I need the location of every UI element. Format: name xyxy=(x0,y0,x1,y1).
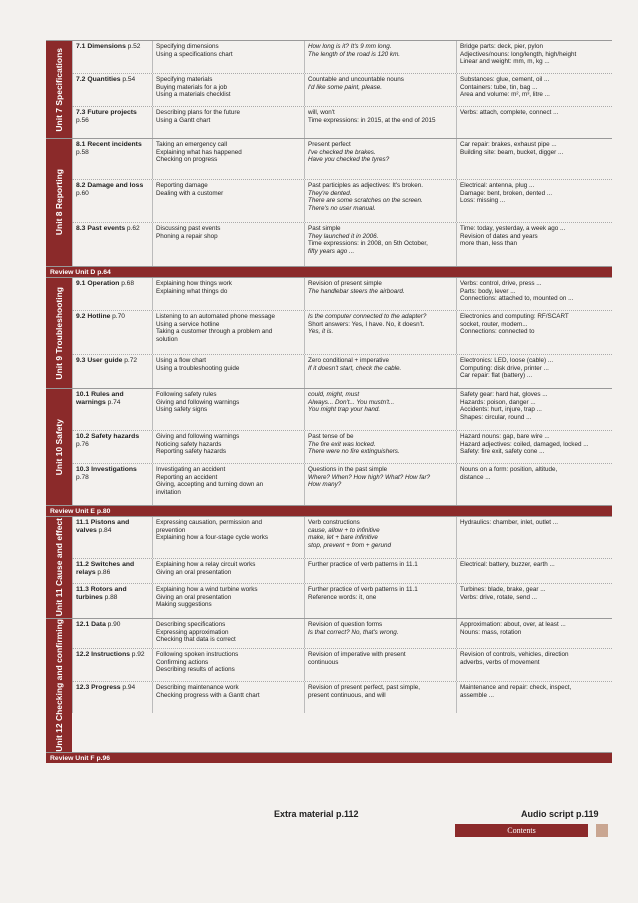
language-line: They launched it in 2006. xyxy=(308,232,379,240)
unit-tab xyxy=(46,619,72,752)
language-cell xyxy=(304,278,456,310)
functions-line: Using safety signs xyxy=(156,406,208,414)
functions-line: Taking a customer through a problem and xyxy=(156,328,273,336)
lesson-page: p.90 xyxy=(107,621,121,628)
language-line: There were no fire extinguishers. xyxy=(308,448,400,456)
lesson-cell xyxy=(72,311,152,354)
functions-line: Giving an oral presentation xyxy=(156,568,232,576)
lesson-title[interactable]: 11.2 Switches and relays xyxy=(76,561,135,577)
vocabulary-line: Bridge parts: deck, pier, pylon xyxy=(460,43,543,50)
language-cell xyxy=(304,180,456,222)
functions-line: Investigating an accident xyxy=(156,466,226,473)
vocabulary-line: Hazards: poison, danger ... xyxy=(460,398,536,406)
language-cell xyxy=(304,223,456,266)
vocabulary-line: Turbines: blade, brake, gear ... xyxy=(460,586,546,593)
language-line: Always... Don't... You mustn't... xyxy=(308,398,395,406)
unit-rows xyxy=(72,278,612,388)
functions-line: Explaining what has happened xyxy=(156,148,242,156)
lesson-page: p.92 xyxy=(131,651,145,658)
unit-tab-label: Unit 11 Cause and effect xyxy=(53,518,64,617)
functions-line: Specifying dimensions xyxy=(156,43,219,50)
lesson-page: p.58 xyxy=(76,149,89,157)
vocabulary-line: Revision of dates and years xyxy=(460,232,538,240)
lesson-page: p.86 xyxy=(97,569,111,577)
vocabulary-cell xyxy=(456,107,612,138)
table-row xyxy=(72,559,612,584)
lesson-title[interactable]: 11.3 Rotors and turbines xyxy=(76,586,127,602)
vocabulary-cell xyxy=(456,649,612,681)
extra-material-link[interactable]: Extra material p.112 xyxy=(274,809,359,819)
table-row xyxy=(72,619,612,649)
functions-line: Noticing safety hazards xyxy=(156,440,222,448)
language-line: Zero conditional + imperative xyxy=(308,357,390,364)
unit-tab-label: Unit 10 Safety xyxy=(53,418,64,476)
language-line: Revision of present simple xyxy=(308,280,382,287)
language-line: Have you checked the tyres? xyxy=(308,156,390,164)
table-row xyxy=(72,431,612,464)
lesson-page: p.78 xyxy=(76,474,89,482)
language-cell xyxy=(304,139,456,179)
language-line: present continuous, and will xyxy=(308,691,386,699)
language-cell xyxy=(304,311,456,354)
vocabulary-line: distance ... xyxy=(460,473,491,481)
table-row xyxy=(72,278,612,311)
functions-cell xyxy=(152,649,304,681)
vocabulary-cell xyxy=(456,41,612,73)
language-line: Short answers: Yes, I have. No, it doesn't. xyxy=(308,320,425,328)
lesson-title[interactable]: 12.1 Data xyxy=(76,621,106,628)
lesson-title[interactable]: 8.3 Past events xyxy=(76,225,126,232)
functions-line: Buying materials for a job xyxy=(156,83,228,91)
language-line: Past simple xyxy=(308,225,341,232)
lesson-page: p.68 xyxy=(121,280,135,287)
functions-line: Listening to an automated phone message xyxy=(156,313,276,320)
functions-line: Explaining how things work xyxy=(156,280,232,287)
functions-line: Using a flow chart xyxy=(156,357,207,364)
lesson-cell xyxy=(72,223,152,266)
language-line: You might trap your hand. xyxy=(308,406,381,414)
vocabulary-line: Time: today, yesterday, a week ago ... xyxy=(460,225,566,232)
lesson-title[interactable]: 7.2 Quantities xyxy=(76,76,121,83)
functions-line: Explaining how a relay circuit works xyxy=(156,561,256,568)
language-line: There are some scratches on the screen. xyxy=(308,197,423,205)
lesson-page: p.94 xyxy=(122,684,136,691)
table-row xyxy=(72,682,612,713)
language-line: Countable and uncountable nouns xyxy=(308,76,404,83)
vocabulary-line: Substances: glue, cement, oil ... xyxy=(460,76,550,83)
vocabulary-cell xyxy=(456,464,612,505)
functions-cell xyxy=(152,584,304,618)
functions-line: Confirming actions xyxy=(156,658,209,666)
language-line: will, won't xyxy=(308,109,335,116)
unit-rows xyxy=(72,389,612,505)
lesson-cell xyxy=(72,389,152,430)
vocabulary-cell xyxy=(456,139,612,179)
functions-line: Using a service hotline xyxy=(156,320,220,328)
vocabulary-line: Approximation: about, over, at least ... xyxy=(460,621,566,628)
functions-line: Expressing causation, permission and xyxy=(156,519,263,526)
functions-line: Giving and following warnings xyxy=(156,398,240,406)
vocabulary-cell xyxy=(456,682,612,713)
table-row xyxy=(72,389,612,431)
functions-line: Phoning a repair shop xyxy=(156,232,218,240)
table-row xyxy=(72,649,612,682)
language-line: Where? When? How high? What? How far? xyxy=(308,473,431,481)
functions-cell xyxy=(152,311,304,354)
vocabulary-line: Car repair: flat (battery) ... xyxy=(460,372,533,380)
unit-tab-label: Unit 12 Checking and confirming xyxy=(53,619,64,752)
vocabulary-line: Electrical: battery, buzzer, earth ... xyxy=(460,561,555,568)
functions-line: Describing maintenance work xyxy=(156,684,239,691)
table-row xyxy=(72,311,612,355)
table-row xyxy=(72,464,612,505)
language-line: Revision of imperative with present xyxy=(308,651,406,658)
functions-line: Using a troubleshooting guide xyxy=(156,364,240,372)
unit-tab-label: Unit 9 Troubleshooting xyxy=(53,286,64,380)
functions-line: prevention xyxy=(156,526,186,534)
vocabulary-line: Hydraulics: chamber, inlet, outlet ... xyxy=(460,519,558,526)
lesson-cell xyxy=(72,74,152,106)
functions-line: Expressing approximation xyxy=(156,628,229,636)
vocabulary-line: Revision of controls, vehicles, direction xyxy=(460,651,569,658)
vocabulary-line: assemble ... xyxy=(460,691,494,699)
unit-block xyxy=(46,388,612,505)
lesson-cell xyxy=(72,559,152,583)
review-unit-bar[interactable]: Review Unit D p.64 xyxy=(46,266,612,277)
language-cell xyxy=(304,682,456,713)
language-line: If it doesn't start, check the cable. xyxy=(308,364,402,372)
functions-line: Explaining what things do xyxy=(156,287,228,295)
unit-rows xyxy=(72,619,612,752)
functions-line: Using a Gantt chart xyxy=(156,116,211,124)
language-cell xyxy=(304,389,456,430)
lesson-title[interactable]: 9.2 Hotline xyxy=(76,313,111,320)
table-row xyxy=(72,180,612,223)
functions-line: Following safety rules xyxy=(156,391,217,398)
language-line: make, let + bare infinitive xyxy=(308,534,378,542)
lesson-cell xyxy=(72,180,152,222)
vocabulary-line: Electrical: antenna, plug ... xyxy=(460,182,535,189)
vocabulary-line: Car repair: brakes, exhaust pipe ... xyxy=(460,141,557,148)
vocabulary-line: more than, less than xyxy=(460,240,518,248)
language-cell xyxy=(304,107,456,138)
language-line: cause, allow + to infinitive xyxy=(308,526,380,534)
lesson-cell xyxy=(72,619,152,648)
language-line: Reference words: it, one xyxy=(308,593,377,601)
functions-line: Reporting safety hazards xyxy=(156,448,227,456)
functions-line: Following spoken instructions xyxy=(156,651,239,658)
lesson-title[interactable]: 7.3 Future projects xyxy=(76,109,137,116)
language-line: Past participles as adjectives: It's broken. xyxy=(308,182,423,189)
functions-line: Explaining how a four-stage cycle works xyxy=(156,534,268,542)
vocabulary-cell xyxy=(456,584,612,618)
language-line: Time expressions: in 2015, at the end of 2015 xyxy=(308,116,436,124)
review-unit-bar[interactable]: Review Unit F p.96 xyxy=(46,752,612,763)
functions-line: Making suggestions xyxy=(156,601,212,609)
lesson-page: p.56 xyxy=(76,117,89,125)
unit-tab xyxy=(46,139,72,266)
language-line: could, might, must xyxy=(308,391,360,398)
vocabulary-line: Shapes: circular, round ... xyxy=(460,413,532,421)
lesson-cell xyxy=(72,517,152,558)
lesson-cell xyxy=(72,682,152,713)
language-cell xyxy=(304,584,456,618)
language-line: The fire exit was locked. xyxy=(308,440,376,448)
vocabulary-line: Nouns on a form: position, altitude, xyxy=(460,466,558,473)
lesson-page: p.70 xyxy=(112,313,125,320)
functions-cell xyxy=(152,41,304,73)
vocabulary-cell xyxy=(456,223,612,266)
functions-cell xyxy=(152,223,304,266)
functions-cell xyxy=(152,107,304,138)
lesson-cell xyxy=(72,464,152,505)
lesson-page: p.52 xyxy=(127,43,141,50)
vocabulary-line: Linear and weight: mm, m, kg ... xyxy=(460,58,550,66)
vocabulary-line: Building site: beam, bucket, digger ... xyxy=(460,148,564,156)
lesson-page: p.88 xyxy=(104,594,118,602)
lesson-cell xyxy=(72,649,152,681)
lesson-page: p.72 xyxy=(124,357,138,364)
functions-line: Describing specifications xyxy=(156,621,226,628)
language-cell xyxy=(304,355,456,388)
vocabulary-line: Electronics: LED, loose (cable) ... xyxy=(460,357,554,364)
table-row xyxy=(72,139,612,180)
lesson-page: p.62 xyxy=(126,225,140,232)
vocabulary-line: Verbs: drive, rotate, send ... xyxy=(460,593,538,601)
vocabulary-cell xyxy=(456,559,612,583)
audio-script-link[interactable]: Audio script p.119 xyxy=(521,809,599,819)
functions-line: solution xyxy=(156,335,178,343)
language-line: The length of the road is 120 km. xyxy=(308,50,401,58)
lesson-cell xyxy=(72,355,152,388)
lesson-cell xyxy=(72,278,152,310)
unit-block xyxy=(46,618,612,752)
functions-cell xyxy=(152,139,304,179)
unit-tab xyxy=(46,41,72,138)
vocabulary-cell xyxy=(456,278,612,310)
unit-tab xyxy=(46,389,72,505)
functions-line: Reporting an accident xyxy=(156,473,218,481)
vocabulary-line: Safety: fire exit, safety cone ... xyxy=(460,448,545,456)
functions-cell xyxy=(152,682,304,713)
language-line: Yes, it is. xyxy=(308,328,334,336)
vocabulary-cell xyxy=(456,355,612,388)
language-line: Time expressions: in 2008, on 5th October, xyxy=(308,240,428,248)
vocabulary-line: socket, router, modem... xyxy=(460,320,528,328)
vocabulary-cell xyxy=(456,180,612,222)
functions-cell xyxy=(152,355,304,388)
language-line: I'd like some paint, please. xyxy=(308,83,383,91)
language-line: I've checked the brakes. xyxy=(308,148,376,156)
lesson-cell xyxy=(72,431,152,463)
unit-tab-label: Unit 8 Reporting xyxy=(53,169,64,236)
unit-tab-label: Unit 7 Specifications xyxy=(53,47,64,132)
vocabulary-line: Maintenance and repair: check, inspect, xyxy=(460,684,572,691)
language-cell xyxy=(304,559,456,583)
language-line: fifty years ago ... xyxy=(308,247,355,255)
functions-cell xyxy=(152,278,304,310)
vocabulary-cell xyxy=(456,517,612,558)
unit-rows xyxy=(72,139,612,266)
vocabulary-line: Connections: attached to, mounted on ... xyxy=(460,295,574,303)
lesson-page: p.60 xyxy=(76,190,89,198)
table-row xyxy=(72,355,612,388)
lesson-cell xyxy=(72,107,152,138)
lesson-cell xyxy=(72,41,152,73)
functions-cell xyxy=(152,389,304,430)
language-cell xyxy=(304,41,456,73)
functions-line: Explaining how a wind turbine works xyxy=(156,586,258,593)
lesson-title[interactable]: 9.1 Operation xyxy=(76,280,120,287)
vocabulary-line: Hazard nouns: gap, bare wire ... xyxy=(460,433,550,440)
vocabulary-line: Verbs: control, drive, press ... xyxy=(460,280,542,287)
functions-line: invitation xyxy=(156,488,181,496)
functions-line: Checking on progress xyxy=(156,156,218,164)
language-line: Further practice of verb patterns in 11.1 xyxy=(308,561,418,568)
vocabulary-cell xyxy=(456,389,612,430)
contents-tab-marker xyxy=(596,824,608,837)
functions-line: Describing plans for the future xyxy=(156,109,241,116)
lesson-title[interactable]: 8.2 Damage and loss xyxy=(76,182,144,189)
lesson-title[interactable]: 10.2 Safety hazards xyxy=(76,433,140,440)
contents-button[interactable]: Contents xyxy=(455,824,588,837)
functions-line: Describing results of actions xyxy=(156,666,235,674)
lesson-cell xyxy=(72,584,152,618)
functions-line: Dealing with a customer xyxy=(156,189,224,197)
language-line: Is that correct? No, that's wrong. xyxy=(308,628,399,636)
functions-cell xyxy=(152,74,304,106)
language-cell xyxy=(304,517,456,558)
functions-line: Giving an oral presentation xyxy=(156,593,232,601)
vocabulary-line: Area and volume: m², m³, litre ... xyxy=(460,91,550,99)
language-line: continuous xyxy=(308,658,339,666)
table-row xyxy=(72,107,612,138)
language-line: Verb constructions xyxy=(308,519,360,526)
vocabulary-line: Verbs: attach, complete, connect ... xyxy=(460,109,559,116)
lesson-title[interactable]: 12.3 Progress xyxy=(76,684,121,691)
language-cell xyxy=(304,431,456,463)
vocabulary-line: Damage: bent, broken, dented ... xyxy=(460,189,553,197)
language-line: Revision of present perfect, past simple, xyxy=(308,684,420,691)
language-line: They're dented. xyxy=(308,189,352,197)
lesson-title[interactable]: 9.3 User guide xyxy=(76,357,123,364)
functions-line: Using a specifications chart xyxy=(156,50,233,58)
functions-line: Checking that data is correct xyxy=(156,636,236,644)
lesson-title[interactable]: 10.3 Investigations xyxy=(76,466,137,473)
lesson-page: p.84 xyxy=(98,527,112,535)
vocabulary-cell xyxy=(456,311,612,354)
language-line: How many? xyxy=(308,481,342,489)
lesson-title[interactable]: 11.1 Pistons and valves xyxy=(76,519,130,535)
vocabulary-line: Adjectives/nouns: long/length, high/height xyxy=(460,50,577,58)
functions-line: Reporting damage xyxy=(156,182,208,189)
table-row xyxy=(72,584,612,618)
vocabulary-cell xyxy=(456,431,612,463)
functions-line: Checking progress with a Gantt chart xyxy=(156,691,260,699)
functions-cell xyxy=(152,559,304,583)
lesson-page: p.74 xyxy=(107,399,121,407)
functions-cell xyxy=(152,517,304,558)
language-cell xyxy=(304,649,456,681)
language-line: Present perfect xyxy=(308,141,351,148)
language-line: There's no user manual. xyxy=(308,204,376,212)
table-row xyxy=(72,74,612,107)
language-line: Is the computer connected to the adapter? xyxy=(308,313,427,320)
language-line: Past tense of be xyxy=(308,433,354,440)
vocabulary-line: Containers: tube, tin, bag ... xyxy=(460,83,538,91)
lesson-cell xyxy=(72,139,152,179)
language-line: Revision of question forms xyxy=(308,621,383,628)
unit-block xyxy=(46,138,612,266)
unit-block xyxy=(46,40,612,138)
functions-line: Giving, accepting and turning down an xyxy=(156,481,264,489)
vocabulary-line: Parts: body, lever ... xyxy=(460,287,516,295)
unit-tab xyxy=(46,517,72,618)
table-row xyxy=(72,223,612,266)
unit-block xyxy=(46,277,612,388)
functions-cell xyxy=(152,619,304,648)
unit-block xyxy=(46,516,612,618)
unit-rows xyxy=(72,517,612,618)
lesson-title[interactable]: 8.1 Recent incidents xyxy=(76,141,142,148)
unit-tab xyxy=(46,278,72,388)
syllabus-table xyxy=(46,40,612,763)
table-row xyxy=(72,41,612,74)
vocabulary-line: Nouns: mass, rotation xyxy=(460,628,522,636)
lesson-title[interactable]: 12.2 Instructions xyxy=(76,651,131,658)
vocabulary-line: Loss: missing ... xyxy=(460,197,506,205)
lesson-page: p.54 xyxy=(122,76,136,83)
functions-line: Using a materials checklist xyxy=(156,91,231,99)
functions-line: Taking an emergency call xyxy=(156,141,228,148)
language-line: Further practice of verb patterns in 11.1 xyxy=(308,586,418,593)
functions-cell xyxy=(152,180,304,222)
functions-line: Discussing past events xyxy=(156,225,221,232)
functions-cell xyxy=(152,464,304,505)
lesson-title[interactable]: 7.1 Dimensions xyxy=(76,43,126,50)
language-cell xyxy=(304,74,456,106)
lesson-page: p.76 xyxy=(76,441,89,449)
vocabulary-cell xyxy=(456,619,612,648)
unit-rows xyxy=(72,41,612,138)
vocabulary-line: Hazard adjectives: coiled, damaged, locked ... xyxy=(460,440,589,448)
functions-line: Giving and following warnings xyxy=(156,433,240,440)
vocabulary-line: Accidents: hurt, injure, trap ... xyxy=(460,406,542,414)
vocabulary-cell xyxy=(456,74,612,106)
language-line: stop, prevent + from + gerund xyxy=(308,541,391,549)
language-cell xyxy=(304,619,456,648)
language-cell xyxy=(304,464,456,505)
review-unit-bar[interactable]: Review Unit E p.80 xyxy=(46,505,612,516)
vocabulary-line: adverbs, verbs of movement xyxy=(460,658,540,666)
vocabulary-line: Computing: disk drive, printer ... xyxy=(460,364,549,372)
table-row xyxy=(72,517,612,559)
vocabulary-line: Safety gear: hard hat, gloves ... xyxy=(460,391,548,398)
lesson-title[interactable]: 10.1 Rules and warnings xyxy=(76,391,124,407)
functions-cell xyxy=(152,431,304,463)
language-line: The handlebar steers the airboard. xyxy=(308,287,405,295)
vocabulary-line: Connections: connected to xyxy=(460,328,535,336)
language-line: How long is it? It's 9 mm long. xyxy=(308,43,392,50)
language-line: Questions in the past simple xyxy=(308,466,388,473)
vocabulary-line: Electronics and computing: RF/SCART xyxy=(460,313,569,320)
functions-line: Specifying materials xyxy=(156,76,213,83)
